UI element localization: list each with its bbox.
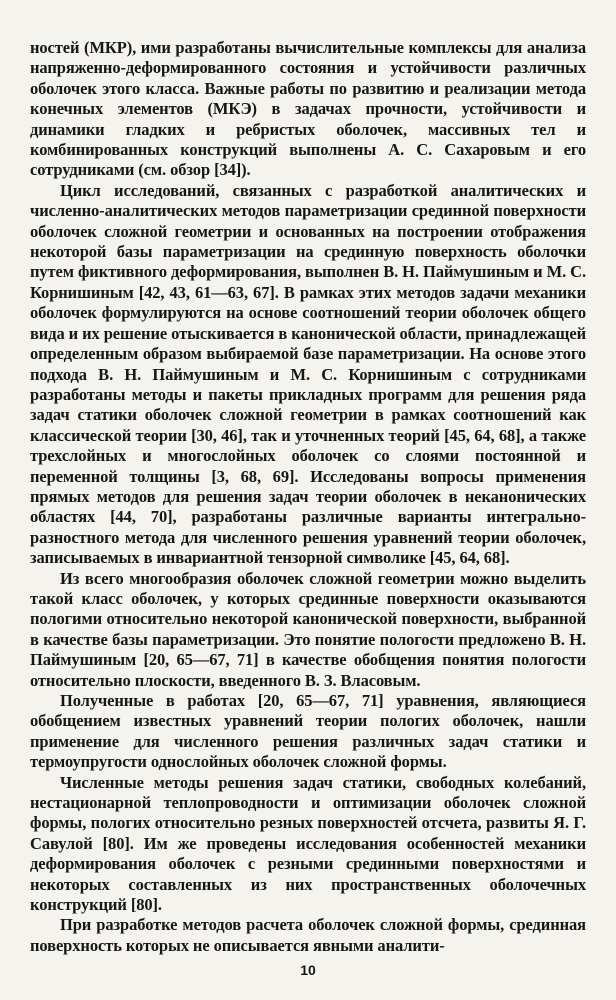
- paragraph-1: ностей (МКР), ими разработаны вычислительные комплексы для анализа напряженно-деформированного состояния и устойчивости различных оболочек этого класса. Важные работы по развитию и реализации метода конечных элементов (МКЭ) в задачах прочности, устойчивости и динамики гладких и ребристых оболочек, массивных тел и комбинированных конструкций выполнены А. С. Сахаровым и его сотрудниками (см. обзор [34]).: [30, 38, 586, 180]
- body-text: [30, 38, 586, 956]
- paragraph-4: Полученные в работах [20, 65—67, 71] уравнения, являющиеся обобщением известных уравнений теории пологих оболочек, нашли применение для численного решения различных задач статики и термоупругости однослойных оболочек сложной формы.: [30, 691, 586, 772]
- paragraph-3: Из всего многообразия оболочек сложной геометрии можно выделить такой класс оболочек, у которых срединные поверхности оказываются пологими относительно некоторой канонической поверхности, выбранной в качестве базы параметризации. Это понятие пологости предложено В. Н. Паймушиным [20, 65—67, 71] в качестве обобщения понятия пологости относительно плоскости, введенного В. З. Власовым.: [30, 568, 586, 690]
- page-number: 10: [300, 962, 316, 978]
- paragraph-5: Численные методы решения задач статики, свободных колебаний, нестационарной теплопроводности и оптимизации оболочек сложной формы, пологих относительно резных поверхностей отсчета, развиты Я. Г. Савулой [80]. Им же проведены исследования особенностей механики деформирования оболочек с резными срединными поверхностями и некоторых составленных из них пространственных оболочечных конструкций [80].: [30, 772, 586, 915]
- paragraph-6: При разработке методов расчета оболочек сложной формы, срединная поверхность которых не описывается явными аналити-: [30, 915, 586, 955]
- paragraph-2: Цикл исследований, связанных с разработкой аналитических и численно-аналитических методов параметризации срединной поверхности оболочек сложной геометрии и основанных на построении отображения некоторой базы параметризации на срединную поверхность оболочки путем фиктивного деформирования, выполнен В. Н. Паймушиным и М. С. Корнишиным [42, 43, 61—63, 67]. В рамках этих методов задачи механики оболочек формулируются на основе соотношений теории оболочек общего вида и их решение отыскивается в канонической области, принадлежащей определенным образом выбираемой базе параметризации. На основе этого подхода В. Н. Паймушиным и М. С. Корнишиным с сотрудниками разработаны методы и пакеты прикладных программ для решения ряда задач статики оболочек сложной геометрии в рамках соотношений как классической теории [30, 46], так и уточненных теорий [45, 64, 68], а также трехслойных и многослойных оболочек со слоями постоянной и переменной толщины [3, 68, 69]. Исследованы вопросы применения прямых методов для решения задач теории оболочек в неканонических областях [44, 70], разработаны различные варианты интегрально-разностного метода для численного решения уравнений теории оболочек, записываемых в инвариантной тензорной символике [45, 64, 68].: [30, 180, 586, 568]
